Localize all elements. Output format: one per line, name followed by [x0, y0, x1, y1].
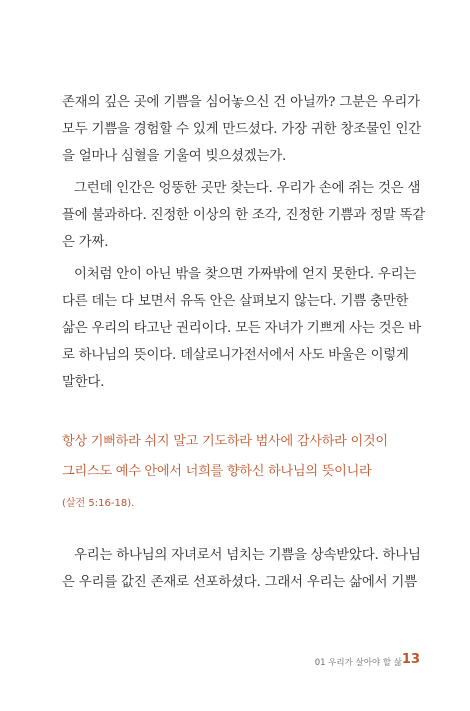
paragraph-1-line-3: 을 얼마나 심혈을 기울여 빚으셨겠는가. [62, 149, 287, 164]
paragraph-2-line-3: 은 가짜. [62, 235, 109, 250]
paragraph-2-line-1: 그런데 인간은 엉뚱한 곳만 찾는다. 우리가 손에 쥐는 것은 샘 [74, 181, 421, 196]
paragraph-3-line-2: 다른 데는 다 보면서 유독 안은 살펴보지 않는다. 기쁨 충만한 [62, 294, 409, 309]
paragraph-4-line-2: 은 우리를 값진 존재로 선포하셨다. 그래서 우리는 삶에서 기쁨 [62, 575, 417, 590]
paragraph-4-line-1: 우리는 하나님의 자녀로서 넘치는 기쁨을 상속받았다. 하나님 [74, 548, 421, 563]
page-footer [0, 652, 470, 672]
running-chapter-title: 01 우리가 살아야 할 삶 [314, 658, 402, 668]
paragraph-3-line-4: 로 하나님의 뜻이다. 데살로니가전서에서 사도 바울은 이렇게 [62, 348, 409, 363]
paragraph-3-line-3: 삶은 우리의 타고난 권리이다. 모든 자녀가 기쁘게 사는 것은 바 [62, 321, 421, 336]
paragraph-1-line-2: 모두 기쁨을 경험할 수 있게 만드셨다. 가장 귀한 창조물인 인간 [62, 122, 421, 137]
quote-line-2: 그리스도 예수 안에서 너희를 향하신 하나님의 뜻이니라 [62, 464, 372, 479]
quote-line-1: 항상 기뻐하라 쉬지 말고 기도하라 범사에 감사하라 이것이 [62, 434, 388, 449]
quote-reference: (살전 5:16-18). [62, 498, 135, 509]
paragraph-3-line-1: 이처럼 안이 아닌 밖을 찾으면 가짜밖에 얻지 못한다. 우리는 [74, 267, 417, 282]
paragraph-3-line-5: 말한다. [62, 375, 105, 390]
paragraph-2-line-2: 플에 불과하다. 진정한 이상의 한 조각, 진정한 기쁨과 정말 똑같 [62, 208, 426, 223]
paragraph-1-line-1: 존재의 깊은 곳에 기쁨을 심어놓으신 건 아닐까? 그분은 우리가 [62, 95, 420, 110]
page-number: 13 [401, 652, 420, 667]
